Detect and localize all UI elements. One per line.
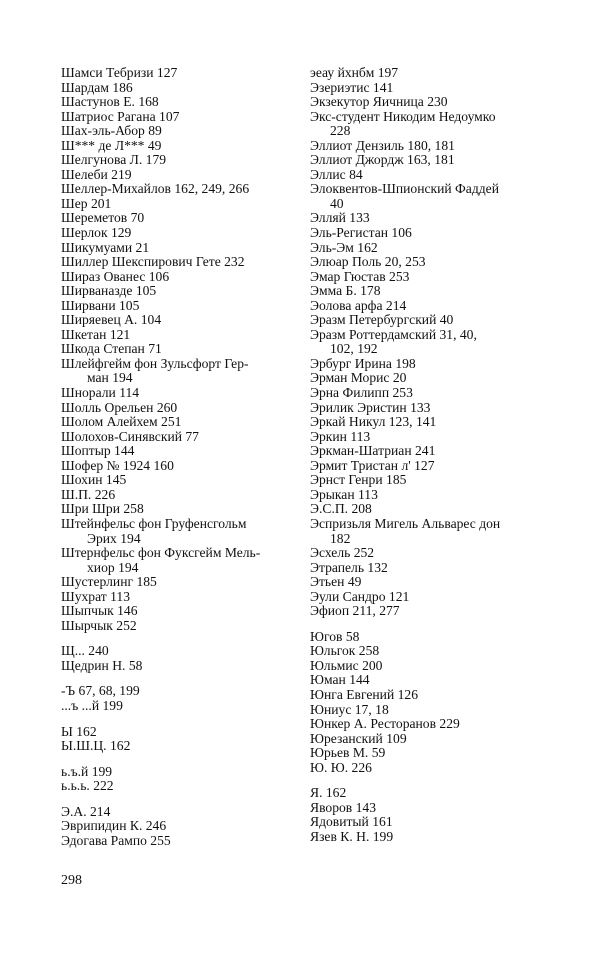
- page-number: 298: [61, 873, 82, 888]
- index-entry: Ы.Ш.Ц. 162: [61, 738, 131, 754]
- index-entry: Эрбург Ирина 198: [310, 355, 416, 371]
- index-entry: Шереметов 70: [61, 210, 145, 226]
- index-entry: Шкетан 121: [61, 326, 131, 342]
- index-entry: эеау йхнбм 197: [310, 65, 399, 80]
- index-entry: Эрыкан 113: [310, 486, 378, 502]
- index-entry: Юнкер А. Ресторанов 229: [310, 716, 460, 732]
- index-entry: Юрьев М. 59: [310, 745, 386, 761]
- index-entry: Эмма Б. 178: [310, 283, 381, 299]
- index-entry: Шардам 186: [61, 79, 133, 95]
- index-entry: Эспризьля Мигель Альварес дон 182: [310, 517, 538, 546]
- index-entry-continuation: ман 194: [87, 370, 133, 386]
- index-entry: Элюар Поль 20, 253: [310, 254, 426, 270]
- index-entry: Юман 144: [310, 672, 370, 688]
- index-entry: Шкода Степан 71: [61, 341, 162, 357]
- index-entry: Элляй 133: [310, 210, 370, 226]
- index-entry: Эллиот Дензиль 180, 181: [310, 137, 455, 153]
- index-entry: Шах-эль-Абор 89: [61, 123, 162, 139]
- index-entry: Шолль Орельен 260: [61, 399, 178, 415]
- index-group-gap: [61, 754, 283, 765]
- index-entry: Юльмис 200: [310, 657, 383, 673]
- index-column-right: [310, 66, 538, 844]
- index-entry: Шираз Ованес 106: [61, 268, 170, 284]
- index-entry: Юрезанский 109: [310, 730, 407, 746]
- index-group-gap: [61, 714, 283, 725]
- index-entry: Шоптыр 144: [61, 443, 135, 459]
- index-column-left: [61, 66, 283, 848]
- index-entry: Эллис 84: [310, 166, 363, 182]
- index-entry: Шустерлинг 185: [61, 574, 157, 590]
- index-entry: Яворов 143: [310, 799, 376, 815]
- index-entry: Элоквентов-Шпионский Фаддей 40: [310, 182, 538, 211]
- index-entry: Эрман Морис 20: [310, 370, 407, 386]
- index-entry: Эрилик Эристин 133: [310, 399, 431, 415]
- index-entry: Эдогава Рампо 255: [61, 832, 171, 848]
- index-entry: Эль-Регистан 106: [310, 225, 412, 241]
- index-entry: Э.С.П. 208: [310, 501, 372, 517]
- index-entry: Эмар Гюстав 253: [310, 268, 410, 284]
- index-entry: Шеллер-Михайлов 162, 249, 266: [61, 181, 250, 197]
- index-entry-continuation: 40: [330, 195, 344, 211]
- index-entry-continuation: 102, 192: [330, 341, 378, 357]
- index-entry: Шлейфгейм фон Зульсфорт Гер- ман 194: [61, 357, 283, 386]
- index-entry: Шнорали 114: [61, 385, 140, 401]
- index-entry: Ширвани 105: [61, 297, 140, 313]
- index-entry: Шелеби 219: [61, 166, 132, 182]
- index-entry: Щедрин Н. 58: [61, 657, 143, 673]
- index-entry: Штейнфельс фон Груфенсгольм Эрих 194: [61, 517, 283, 546]
- index-entry: Шыпчык 146: [61, 603, 138, 619]
- index-entry: ь.ъ.й 199: [61, 763, 113, 779]
- index-entry: Шолохов-Синявский 77: [61, 428, 199, 444]
- index-entry: Эсхель 252: [310, 545, 375, 561]
- index-entry: Ш.П. 226: [61, 486, 116, 502]
- index-entry: ь.ь.ь. 222: [61, 778, 114, 794]
- index-entry: Ядовитый 161: [310, 814, 393, 830]
- index-entry: Э.А. 214: [61, 803, 111, 819]
- index-entry: Шри Шри 258: [61, 501, 144, 517]
- index-entry: Югов 58: [310, 628, 360, 644]
- index-entry: Эллиот Джордж 163, 181: [310, 152, 455, 168]
- index-entry: Эолова арфа 214: [310, 297, 407, 313]
- index-entry: Эразм Петербургский 40: [310, 312, 454, 328]
- index-entry: Шерлок 129: [61, 225, 132, 241]
- index-entry: Эули Сандро 121: [310, 588, 410, 604]
- index-entry: -Ъ 67, 68, 199: [61, 683, 140, 699]
- index-entry: Шастунов Е. 168: [61, 94, 159, 110]
- index-entry: Этрапель 132: [310, 559, 388, 575]
- index-entry: Шохин 145: [61, 472, 127, 488]
- index-entry: Эркин 113: [310, 428, 371, 444]
- index-entry-continuation: 182: [330, 530, 351, 546]
- index-entry: Шухрат 113: [61, 588, 131, 604]
- index-entry: Эразм Роттердамский 31, 40, 102, 192: [310, 328, 538, 357]
- index-entry: Юнга Евгений 126: [310, 686, 419, 702]
- index-entry: Шатриос Рагана 107: [61, 108, 180, 124]
- index-entry: Эркай Никул 123, 141: [310, 414, 437, 430]
- index-entry: Эрмит Тристан л' 127: [310, 457, 435, 473]
- index-entry-continuation: 228: [330, 123, 351, 139]
- index-entry: Язев К. Н. 199: [310, 828, 394, 844]
- index-entry: Эль-Эм 162: [310, 239, 378, 255]
- index-entry: Шелгунова Л. 179: [61, 152, 167, 168]
- index-entry: Ширяевец А. 104: [61, 312, 162, 328]
- index-entry: Штернфельс фон Фуксгейм Мель- хиор 194: [61, 546, 283, 575]
- index-entry: Шамси Тебризи 127: [61, 65, 178, 80]
- index-entry: Ширваназде 105: [61, 283, 157, 299]
- index-entry: Эзериэтис 141: [310, 79, 394, 95]
- index-entry: Эрнст Генри 185: [310, 472, 407, 488]
- index-entry: Шикумуами 21: [61, 239, 150, 255]
- index-entry: Юльгок 258: [310, 643, 380, 659]
- index-entry: Эфиоп 211, 277: [310, 603, 400, 619]
- index-entry: Шырчык 252: [61, 617, 137, 633]
- index-entry: Экс-студент Никодим Недоумко 228: [310, 110, 538, 139]
- index-entry: Я. 162: [310, 785, 347, 801]
- index-entry-continuation: хиор 194: [87, 559, 139, 575]
- index-entry: Эркман-Шатриан 241: [310, 443, 436, 459]
- index-entry-continuation: Эрих 194: [87, 530, 141, 546]
- index-entry: Шер 201: [61, 195, 112, 211]
- index-entry: Щ... 240: [61, 643, 109, 659]
- index-entry: Эрна Филипп 253: [310, 385, 413, 401]
- index-entry: Ы 162: [61, 723, 97, 739]
- index-entry: Эврипидин К. 246: [61, 818, 167, 834]
- index-entry: Экзекутор Яичница 230: [310, 94, 448, 110]
- index-entry: Шиллер Шекспирович Гете 232: [61, 254, 245, 270]
- index-entry: Юниус 17, 18: [310, 701, 389, 717]
- index-entry: Ю. Ю. 226: [310, 759, 372, 775]
- index-entry: Шофер № 1924 160: [61, 457, 174, 473]
- index-entry: Ш*** де Л*** 49: [61, 137, 162, 153]
- index-entry: Шолом Алейхем 251: [61, 414, 182, 430]
- index-entry: ...ъ ...й 199: [61, 697, 123, 713]
- index-entry: Этьен 49: [310, 574, 362, 590]
